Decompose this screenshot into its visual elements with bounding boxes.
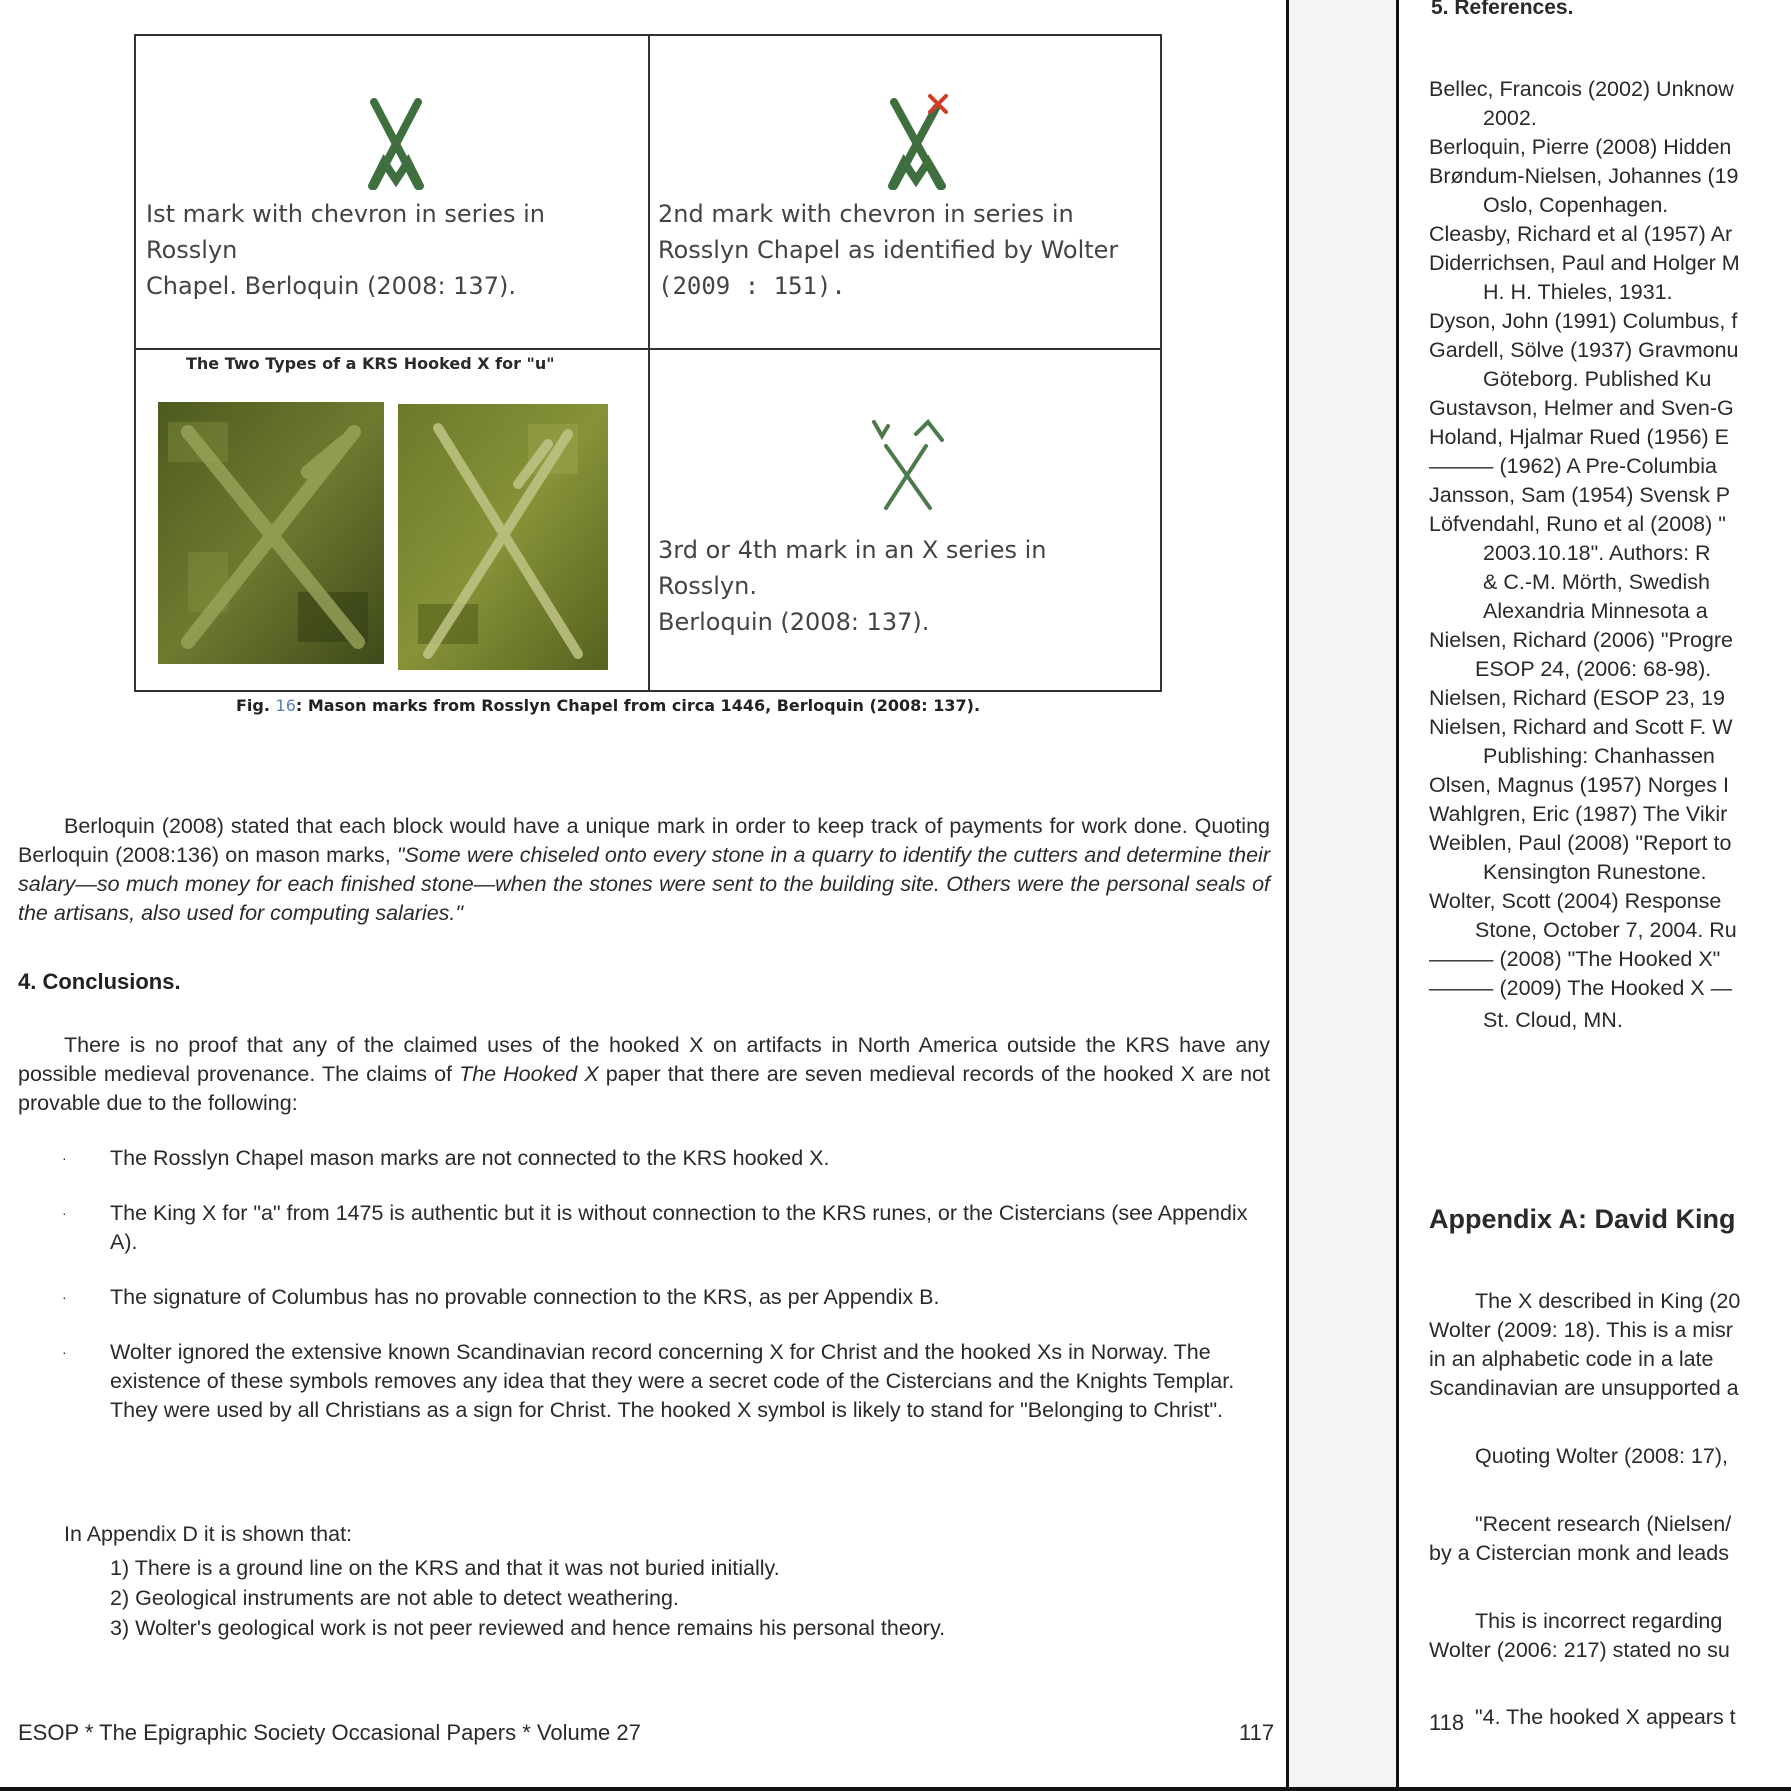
reference-line: Stone, October 7, 2004. Ru: [1475, 918, 1737, 942]
bottom-border: [0, 1787, 1791, 1791]
page-footer: ESOP * The Epigraphic Society Occasional Papers * Volume 27: [18, 1720, 641, 1745]
bullet-text: The Rosslyn Chapel mason marks are not connected to the KRS hooked X.: [110, 1146, 830, 1170]
cell3-title: The Two Types of a KRS Hooked X for "u": [186, 354, 555, 373]
bullet-dot-icon: ·: [62, 1289, 67, 1305]
appendix-line: by a Cistercian monk and leads: [1429, 1541, 1729, 1565]
appendix-line: in an alphabetic code in a late: [1429, 1347, 1714, 1371]
cell2-caption-line: (2009 : 151).: [658, 272, 846, 300]
appendix-d-intro: In Appendix D it is shown that:: [64, 1522, 353, 1546]
paragraph-conclusions-text-2: paper that there are seven medieval records of the hooked X are not provable due to the following:: [18, 1062, 1270, 1115]
reference-line: Publishing: Chanhassen: [1483, 744, 1715, 768]
cell1-caption-line: Ist mark with chevron in series in Rosslyn: [146, 200, 545, 264]
reference-line: Kensington Runestone.: [1483, 860, 1707, 884]
bullet-text: Wolter ignored the extensive known Scandinavian record concerning X for Christ and the hooked Xs in Norway. The existence of these symbols removes any idea that they were a secret code of the Cistercians and the Knights Templar. They were used by all Christians as a sign for Christ. The hooked X symbol is likely to stand for "Belonging to Christ".: [110, 1340, 1235, 1422]
bullet-dot-icon: ·: [62, 1150, 67, 1166]
reference-line: Alexandria Minnesota a: [1483, 599, 1708, 623]
reference-line: Gardell, Sölve (1937) Gravmonu: [1429, 338, 1739, 362]
mason-mark-2-icon: [884, 92, 954, 190]
page-number: 117: [1239, 1720, 1275, 1745]
reference-line: 2002.: [1483, 106, 1537, 130]
reference-line: Diderrichsen, Paul and Holger M: [1429, 251, 1740, 275]
appendix-line: Scandinavian are unsupported a: [1429, 1376, 1739, 1400]
appendix-line: This is incorrect regarding: [1475, 1609, 1723, 1633]
reference-line: Brøndum-Nielsen, Johannes (19: [1429, 164, 1739, 188]
reference-line: Löfvendahl, Runo et al (2008) ": [1429, 512, 1726, 536]
appendix-line: Wolter (2009: 18). This is a misr: [1429, 1318, 1733, 1342]
page-number: 118: [1429, 1710, 1465, 1735]
reference-line: Dyson, John (1991) Columbus, f: [1429, 309, 1738, 333]
bullet-text: The King X for "a" from 1475 is authentic but it is without connection to the KRS runes, or the Cistercians (see Appendix A).: [110, 1201, 1248, 1254]
references-heading: 5. References.: [1431, 0, 1574, 19]
reference-line: Cleasby, Richard et al (1957) Ar: [1429, 222, 1733, 246]
cell4-caption-line: Berloquin (2008: 137).: [658, 608, 930, 636]
paragraph-conclusions-italic: The Hooked X: [459, 1062, 599, 1086]
reference-line: St. Cloud, MN.: [1483, 1008, 1623, 1032]
appendix-line: Wolter (2006: 217) stated no su: [1429, 1638, 1730, 1662]
reference-line: Wolter, Scott (2004) Response: [1429, 889, 1722, 913]
appendix-d-item: 1) There is a ground line on the KRS and that it was not buried initially.: [110, 1556, 780, 1580]
figure-caption: [236, 696, 980, 715]
paragraph-conclusions-text-1: There is no proof that any of the claimed uses of the hooked X on artifacts in North America outside the KRS have any possible medieval provenance. The claims of: [18, 1033, 1270, 1086]
paragraph-berloquin-quote: "Some were chiseled onto every stone in a quarry to identify the cutters and determine their salary—so much money for each finished stone—when the stones were sent to the building site. Others were the personal seals of the artisans, also used for computing salaries.": [18, 843, 1270, 925]
bullet-text: The signature of Columbus has no provable connection to the KRS, as per Appendix B.: [110, 1285, 940, 1309]
reference-line: Bellec, Francois (2002) Unknow: [1429, 77, 1734, 101]
cell2-caption-line: Rosslyn Chapel as identified by Wolter: [658, 236, 1119, 264]
appendix-line: "4. The hooked X appears t: [1475, 1705, 1736, 1729]
reference-line: ——— (1962) A Pre-Columbia: [1429, 454, 1717, 478]
appendix-line: Quoting Wolter (2008: 17),: [1475, 1444, 1728, 1468]
reference-line: Olsen, Magnus (1957) Norges I: [1429, 773, 1729, 797]
runestone-photo-2: [398, 404, 608, 670]
cell2-caption: [658, 196, 1148, 304]
reference-line: Nielsen, Richard (ESOP 23, 19: [1429, 686, 1725, 710]
reference-line: Wahlgren, Eric (1987) The Vikir: [1429, 802, 1728, 826]
figure-caption-number: 16: [275, 696, 296, 715]
reference-line: ESOP 24, (2006: 68-98).: [1475, 657, 1712, 681]
reference-line: Göteborg. Published Ku: [1483, 367, 1712, 391]
bullet-dot-icon: ·: [62, 1344, 67, 1360]
reference-line: Berloquin, Pierre (2008) Hidden: [1429, 135, 1732, 159]
bullet-dot-icon: ·: [62, 1205, 67, 1221]
mason-mark-1-icon: [364, 98, 428, 190]
reference-line: Nielsen, Richard and Scott F. W: [1429, 715, 1733, 739]
cell4-caption: [658, 532, 1148, 640]
reference-line: Nielsen, Richard (2006) "Progre: [1429, 628, 1733, 652]
runestone-photo-1: [158, 402, 384, 664]
cell4-caption-line: 3rd or 4th mark in an X series in Rosslyn.: [658, 536, 1047, 600]
figure-caption-prefix: Fig.: [236, 696, 270, 715]
reference-line: H. H. Thieles, 1931.: [1483, 280, 1673, 304]
page-gutter: [1289, 0, 1396, 1791]
reference-line: Oslo, Copenhagen.: [1483, 193, 1669, 217]
reference-line: Gustavson, Helmer and Sven-G: [1429, 396, 1734, 420]
reference-line: ——— (2008) "The Hooked X": [1429, 947, 1721, 971]
paragraph-berloquin: [18, 812, 1270, 928]
cell2-caption-line: 2nd mark with chevron in series in: [658, 200, 1074, 228]
reference-line: Holand, Hjalmar Rued (1956) E: [1429, 425, 1729, 449]
reference-line: & C.-M. Mörth, Swedish: [1483, 570, 1710, 594]
cell1-caption-line: Chapel. Berloquin (2008: 137).: [146, 272, 516, 300]
appendix-line: "Recent research (Nielsen/: [1475, 1512, 1732, 1536]
reference-line: Jansson, Sam (1954) Svensk P: [1429, 483, 1731, 507]
figure-table: [134, 34, 1162, 692]
reference-line: Weiblen, Paul (2008) "Report to: [1429, 831, 1732, 855]
cell1-caption: [146, 196, 641, 304]
conclusions-heading: 4. Conclusions.: [18, 969, 181, 994]
right-page: [1396, 0, 1791, 1791]
mason-mark-3-icon: [872, 418, 946, 510]
appendix-a-heading: Appendix A: David King: [1429, 1204, 1736, 1234]
appendix-d-item: 3) Wolter's geological work is not peer reviewed and hence remains his personal theory.: [110, 1616, 946, 1640]
appendix-d-item: 2) Geological instruments are not able to detect weathering.: [110, 1586, 679, 1610]
paragraph-conclusions: [18, 1031, 1270, 1118]
reference-line: 2003.10.18". Authors: R: [1483, 541, 1711, 565]
figure-caption-text: : Mason marks from Rosslyn Chapel from circa 1446, Berloquin (2008: 137).: [295, 696, 981, 715]
reference-line: ——— (2009) The Hooked X —: [1429, 976, 1733, 1000]
appendix-line: The X described in King (20: [1475, 1289, 1741, 1313]
table-divider-vertical: [648, 36, 650, 690]
table-divider-horizontal: [136, 348, 1160, 350]
paragraph-berloquin-text: Berloquin (2008) stated that each block would have a unique mark in order to keep track of payments for work done. Quoting Berloquin (2008:136) on mason marks,: [18, 814, 1270, 867]
